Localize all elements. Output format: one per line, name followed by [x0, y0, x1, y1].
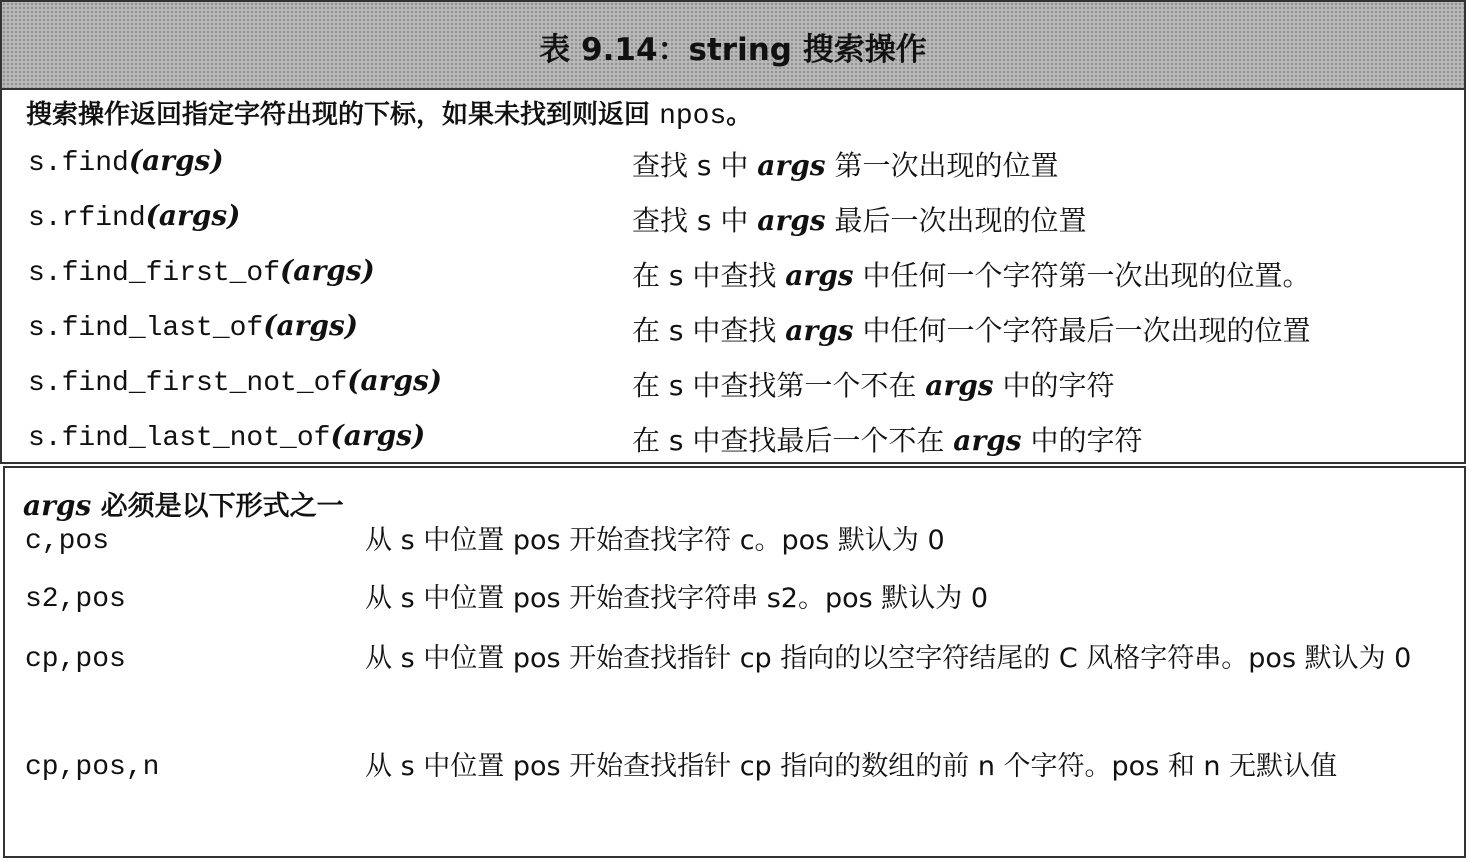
table-title: 表 9.14：string 搜索操作 — [539, 32, 927, 68]
note-npos: npos — [659, 101, 727, 132]
operation-description: 查找 s 中 args 第一次出现的位置 — [632, 149, 1059, 182]
operation-description: 查找 s 中 args 最后一次出现的位置 — [632, 204, 1087, 237]
args-form: cp,pos,n — [25, 752, 160, 783]
args-description: 从 s 中位置 pos 开始查找字符 c。pos 默认为 0 — [365, 525, 945, 556]
operation-signature: s.rfind(args) — [28, 199, 241, 234]
args-table-title: args 必须是以下形式之一 — [23, 489, 344, 522]
operation-description: 在 s 中查找 args 中任何一个字符最后一次出现的位置 — [632, 314, 1311, 347]
args-description: 从 s 中位置 pos 开始查找指针 cp 指向的数组的前 n 个字符。pos 和 n 无默认值 — [365, 751, 1338, 782]
args-form: s2,pos — [25, 584, 126, 615]
table-note — [26, 94, 752, 132]
args-description: 从 s 中位置 pos 开始查找字符串 s2。pos 默认为 0 — [365, 583, 989, 614]
operation-description: 在 s 中查找最后一个不在 args 中的字符 — [632, 424, 1143, 457]
table-header — [2, 2, 1464, 90]
args-description: 从 s 中位置 pos 开始查找指针 cp 指向的以空字符结尾的 C 风格字符串。pos 默认为 0 — [365, 643, 1412, 674]
note-text: 搜索操作返回指定字符出现的下标，如果未找到则返回 — [26, 100, 651, 130]
operation-signature: s.find_first_of(args) — [28, 254, 375, 289]
operation-signature: s.find_first_not_of(args) — [28, 364, 442, 399]
operation-signature: s.find_last_of(args) — [28, 309, 358, 344]
args-form: c,pos — [25, 526, 110, 557]
operation-description: 在 s 中查找第一个不在 args 中的字符 — [632, 369, 1115, 402]
args-form: cp,pos — [25, 644, 126, 675]
operation-signature: s.find(args) — [28, 144, 224, 179]
operation-description: 在 s 中查找 args 中任何一个字符第一次出现的位置。 — [632, 259, 1311, 292]
note-end: 。 — [726, 100, 753, 130]
args-forms-table — [3, 466, 1466, 858]
operation-signature: s.find_last_not_of(args) — [28, 419, 426, 454]
